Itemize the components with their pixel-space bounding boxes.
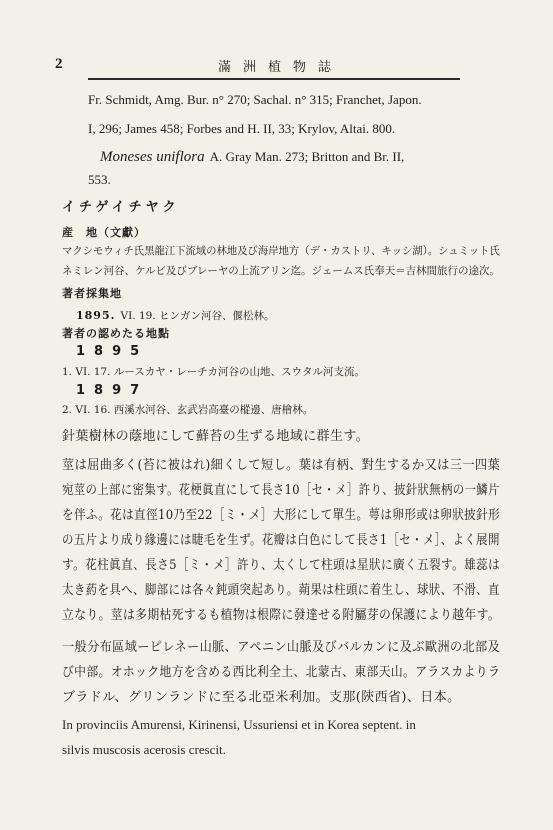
- latin-summary-line-2: silvis muscosis acerosis crescit.: [62, 742, 226, 757]
- running-title: 滿洲植物誌: [218, 60, 344, 75]
- author-observed-heading: 著者の認めたる地點: [62, 327, 170, 340]
- description-line-4: の五片より成り緣邊には睫毛を生ず。花瓣は白色にして長さ1［セ・メ］、よく展開: [62, 533, 500, 548]
- description-line-1: 莖は屈曲多く(苔に被はれ)細くして短し。葉は有柄、對生するか又は三一四葉: [62, 458, 501, 473]
- synonymy-line-3: [100, 146, 404, 166]
- synonymy-line-1: Fr. Schmidt, Amg. Bur. n° 270; Sachal. n° 315; Franchet, Japon.: [88, 92, 422, 107]
- latin-summary-line-1: In provinciis Amurensi, Kirinensi, Ussuriensi et in Korea septent. in: [62, 717, 416, 732]
- species-name: Moneses uniflora: [100, 149, 205, 165]
- synonymy-line-3-rest: A. Gray Man. 273; Britton and Br. II,: [209, 149, 405, 164]
- japanese-plant-name: イチゲイチヤク: [62, 200, 180, 215]
- observed-year-2: 1897: [76, 383, 149, 398]
- locality-literature-line-2: ネミレン河谷、ケルビ及びブレーヤの上流アリン迄。ジェームス氏奉天＝吉林間旅行の途次。: [62, 265, 500, 277]
- description-line-3: を伴ふ。花は直徑10乃至22［ミ・メ］大形にして單生。萼は卵形或は卵狀披針形: [62, 508, 501, 523]
- distribution-line-1: 一般分布區域ーピレネー山脈、アペニン山脈及びバルカンに及ぶ歐洲の北部及: [62, 640, 501, 655]
- description-line-6: 太き葯を具へ、脚部には各々鈍頭突起あり。蒴果は柱頭に着生し、球狀、不滑、直: [62, 583, 500, 598]
- distribution-line-2: び中部。オホック地方を含める西比利全土、北蒙古、東部天山。アラスカよりラ: [62, 665, 501, 680]
- page-number: 2: [55, 56, 63, 72]
- description-line-2: 宛莖の上部に密集す。花梗眞直にして長さ10［セ・メ］許り、披針狀無柄の一鱗片: [62, 483, 500, 498]
- description-line-5: す。花柱眞直、長さ5［ミ・メ］許り、太くして柱頭は星狀に廣く五裂す。雄蕊は: [62, 558, 501, 573]
- observed-year-1: 1895: [76, 344, 149, 359]
- locality-literature-heading: 産 地（文獻）: [62, 226, 146, 239]
- header-rule: [88, 78, 460, 80]
- observed-entry-2: 2. VI. 16. 西溪水河谷、玄武岩高臺の樅邊、唐檜林。: [62, 404, 314, 416]
- synonymy-line-2: I, 296; James 458; Forbes and H. II, 33; Krylov, Altai. 800.: [88, 121, 396, 136]
- locality-literature-line-1: マクシモウィチ氏黑龍江下流域の林地及び海岸地方（デ・カストリ、キッシ湖）。シュミット氏: [62, 245, 500, 257]
- author-collection-heading: 著者採集地: [62, 287, 122, 300]
- author-collection-year: 1895.: [76, 309, 116, 322]
- author-collection-entry: VI. 19. ヒンガン河谷、偃松林。: [120, 310, 275, 322]
- observed-entry-1: 1. VI. 17. ルースカヤ・レーチカ河谷の山地、スウタル河支流。: [62, 366, 365, 378]
- habitat-text: 針葉樹林の蔭地にして蘚苔の生ずる地域に群生す。: [62, 429, 370, 444]
- distribution-line-3: ブラドル、グリンランドに至る北亞米利加。支那(陝西省)、日本。: [62, 690, 461, 705]
- author-collection-entry-row: [76, 304, 275, 323]
- synonymy-line-4: 553.: [88, 172, 111, 187]
- description-line-7: 立なり。莖は多期枯死するも植物は根際に發達せる附屬芽の保護により越年す。: [62, 608, 501, 623]
